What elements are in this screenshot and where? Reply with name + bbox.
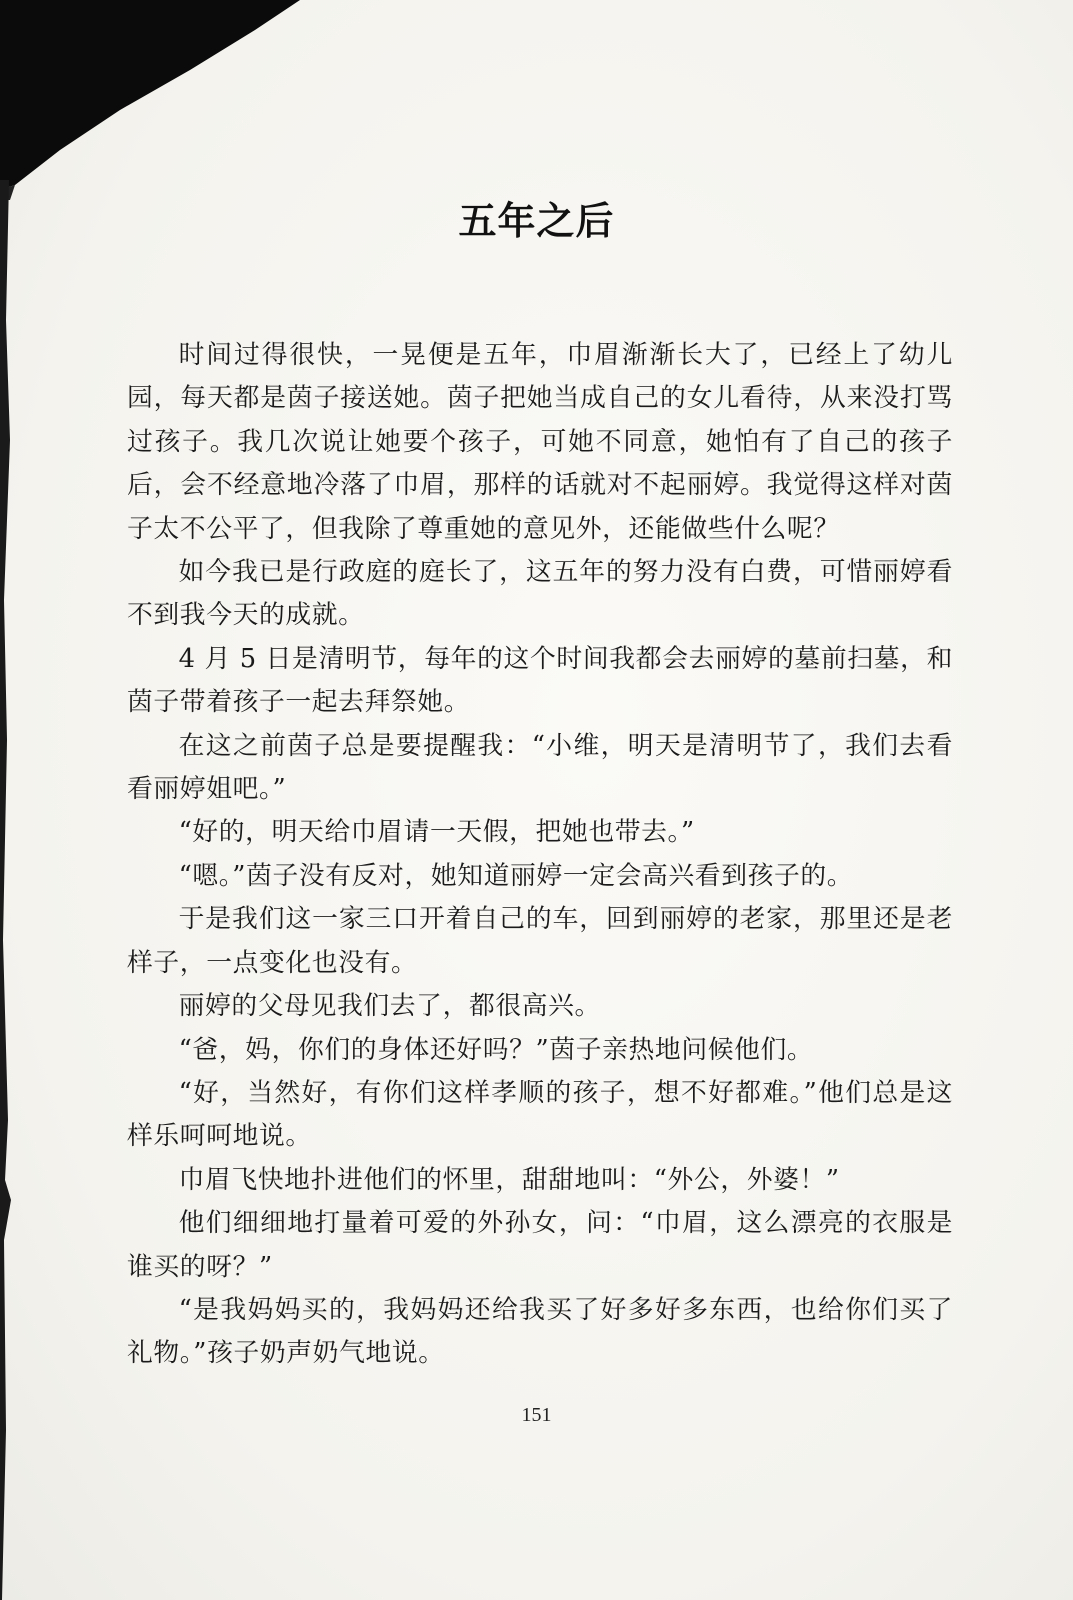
- paragraph: “好，当然好，有你们这样孝顺的孩子，想不好都难。”他们总是这样乐呵呵地说。: [127, 1077, 953, 1152]
- paragraph: 如今我已是行政庭的庭长了，这五年的努力没有白费，可惜丽婷看不到我今天的成就。: [127, 557, 953, 631]
- page-number: 151: [521, 1404, 552, 1426]
- paragraph: “是我妈妈买的，我妈妈还给我买了好多好多东西，也给你们买了礼物。”孩子奶声奶气地说。: [127, 1294, 953, 1369]
- paragraph: 时间过得很快，一晃便是五年，巾眉渐渐长大了，已经上了幼儿园，每天都是茵子接送她。茵子把她当成自己的女儿看待，从来没打骂过孩子。我几次说让她要个孩子，可她不同意，她怕有了自己的孩子后，会不经意地冷落了巾眉，那样的话就对不起丽婷。我觉得这样对茵子太不公平了，但我除了尊重她的意见外，还能做些什么呢？: [127, 340, 953, 544]
- paragraph: 巾眉飞快地扑进他们的怀里，甜甜地叫：“外公，外婆！”: [178, 1164, 840, 1195]
- paragraph: 丽婷的父母见我们去了，都很高兴。: [178, 991, 601, 1022]
- paragraph: “好的，明天给巾眉请一天假，把她也带去。”: [178, 817, 695, 848]
- paragraph: 于是我们这一家三口开着自己的车，回到丽婷的老家，那里还是老样子，一点变化也没有。: [127, 904, 953, 978]
- paragraph: 在这之前茵子总是要提醒我：“小维，明天是清明节了，我们去看看丽婷姐吧。”: [127, 730, 953, 805]
- paragraph: 他们细细地打量着可爱的外孙女，问：“巾眉，这么漂亮的衣服是谁买的呀？”: [127, 1208, 953, 1282]
- paragraph: “爸，妈，你们的身体还好吗？”茵子亲热地问候他们。: [178, 1034, 814, 1065]
- chapter-title: 五年之后: [458, 199, 615, 243]
- paragraph: 4 月 5 日是清明节，每年的这个时间我都会去丽婷的墓前扫墓，和茵子带着孩子一起去拜祭她。: [127, 643, 953, 718]
- scan-shadow-corner: [0, 0, 300, 200]
- scan-left-edge: [0, 180, 14, 1600]
- chapter-body: [127, 334, 953, 1376]
- paragraph: “嗯。”茵子没有反对，她知道丽婷一定会高兴看到孩子的。: [178, 860, 854, 891]
